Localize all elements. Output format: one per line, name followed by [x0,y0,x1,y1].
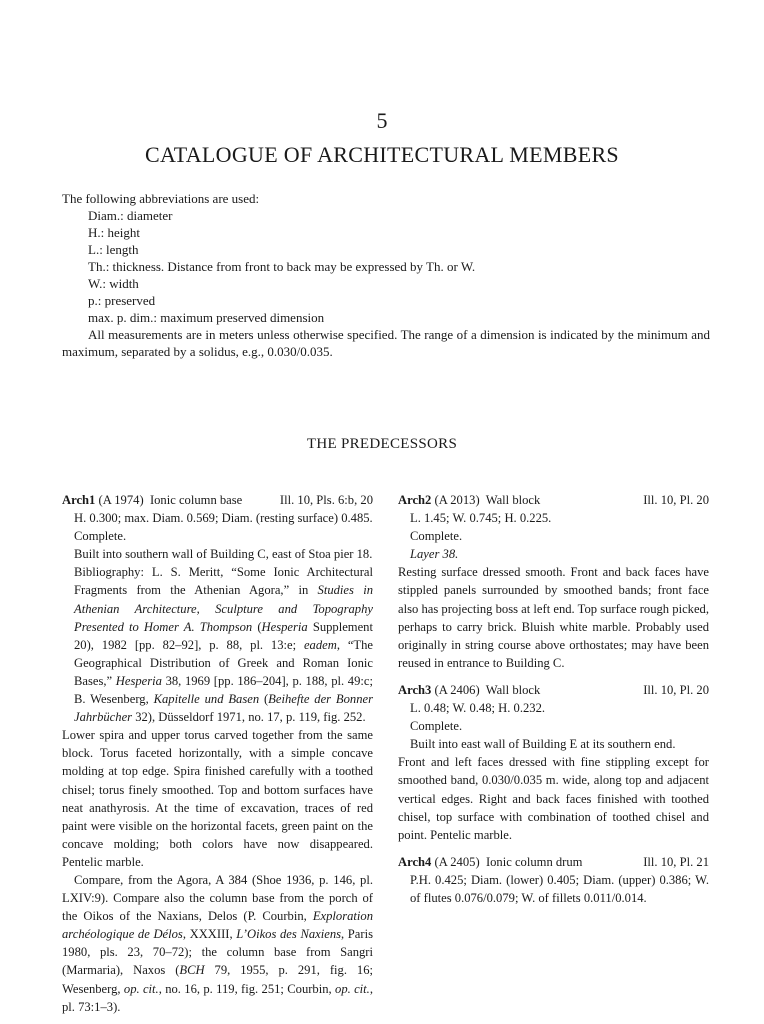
arch3-inventory: (A 2406) [434,682,480,697]
arch2-id: Arch2 [398,493,432,507]
arch1-type: Ionic column base [149,493,243,507]
abbreviation-item: Th.: thickness. Distance from front to back may be expressed by Th. or W. [88,259,476,274]
arch2-type: Wall block [485,493,541,507]
arch2-heading [398,491,709,509]
measurement-note: All measurements are in meters unless otherwise specified. The range of a dimension is indicated by the minimum and maximum, separated by a solidus, e.g., 0.030/0.035. [62,327,710,359]
arch1-refs: Ill. 10, Pls. 6:b, 20 [279,493,373,507]
arch3-type: Wall block [485,682,541,697]
arch2-state: Complete. [410,529,463,544]
arch4-refs: Ill. 10, Pl. 21 [643,854,709,869]
arch1-comparanda: Compare, from the Agora, A 384 (Shoe 1936, p. 146, pl. LXIV:9). Compare also the column base from the porch of the Oikos of the Naxians, Delos (P. Courbin, Exploration archéologique de Délos, XXXIII, L’Oikos des Naxiens, Paris 1980, pls. 23, 70–72); the column base from Sangri (Marmaria), Naxos (BCH 79, 1955, p. 291, fig. 16; Wesenberg, op. cit., no. 16, p. 119, fig. 251; Courbin, op. cit., pl. 73:1–3). [62,872,373,1014]
arch2-description: Resting surface dressed smooth. Front and back faces have stippled panels surrounded by smoothed bands; front face also has projecting boss at left end. Top surface rough picked, perhaps to carry brick. Bluish white marble. Probably used originally in string course above orthostates; may have been reused in entrance to Building C. [398,565,709,670]
arch3-description: Front and left faces dressed with fine stippling except for smoothed band, 0.030/0.035 m. wide, along top and adjacent vertical edges. Right and back faces finished with toothed chisel, top surface with combination of toothed chisel and point. Pentelic marble. [398,755,709,842]
left-column [62,491,373,1016]
abbreviation-item: W.: width [88,276,139,291]
arch3-dimensions: L. 0.48; W. 0.48; H. 0.232. [410,701,546,716]
arch4-inventory: (A 2405) [434,854,480,869]
arch4-entry [398,853,709,907]
arch1-state: Complete. [74,529,127,544]
arch2-entry [398,491,709,672]
arch3-refs: Ill. 10, Pl. 20 [643,682,709,697]
arch1-bibliography: Bibliography: L. S. Meritt, “Some Ionic Architectural Fragments from the Athenian Agora,” in Studies in Athenian Architecture, Sculpture and Topography Presented to Homer A. Thompson (Hesperia Supplement 20), 1982 [pp. 82–92], p. 88, pl. 13:e; eadem, “The Geographical Distribution of Greek and Roman Ionic Bases,” Hesperia 38, 1969 [pp. 186–204], p. 188, pl. 49:c; B. Wesenberg, Kapitelle und Basen (Beihefte der Bonner Jahrbücher 32), Düsseldorf 1971, no. 17, p. 119, fig. 252. [74,565,374,725]
arch4-heading [398,853,709,871]
abbreviation-item: Diam.: diameter [88,208,173,223]
arch4-id: Arch4 [398,854,432,869]
arch1-findspot: Built into southern wall of Building C, east of Stoa pier 18. [74,547,373,562]
abbreviation-item: max. p. dim.: maximum preserved dimension [88,310,325,325]
arch1-description: Lower spira and upper torus carved together from the same block. Torus faceted horizontally, with a simple concave molding at top edge. Spira finished carefully with a toothed chisel; torus finely smoothed. Top and bottom surfaces have neat anathyrosis. At the time of excavation, traces of red paint were visible on the horizontal facets, green paint on the concave molding; both colors have now disappeared. Pentelic marble. [62,728,373,869]
arch2-refs: Ill. 10, Pl. 20 [643,493,709,507]
arch3-findspot: Built into east wall of Building E at its southern end. [410,737,676,752]
arch3-entry [398,681,709,844]
chapter-number: 5 [376,108,388,133]
arch1-id: Arch1 [62,493,96,507]
arch2-dimensions: L. 1.45; W. 0.745; H. 0.225. [410,511,552,526]
chapter-title: CATALOGUE OF ARCHITECTURAL MEMBERS [145,142,619,167]
arch4-type: Ionic column drum [485,854,583,869]
arch1-inventory: (A 1974) [98,493,144,507]
arch3-id: Arch3 [398,682,432,697]
abbreviation-item: H.: height [88,225,140,240]
arch2-layer: Layer 38. [410,547,459,562]
abbreviation-item: L.: length [88,242,139,257]
section-title: THE PREDECESSORS [306,436,458,452]
abbreviations-intro: The following abbreviations are used: [62,191,260,206]
arch3-heading [398,681,709,699]
arch2-inventory: (A 2013) [434,493,480,507]
arch1-heading [62,491,373,509]
abbreviations-block [62,190,710,360]
arch1-dimensions: H. 0.300; max. Diam. 0.569; Diam. (resting surface) 0.485. [74,511,373,526]
right-column [398,491,709,907]
arch3-state: Complete. [410,719,463,734]
arch4-dimensions: P.H. 0.425; Diam. (lower) 0.405; Diam. (upper) 0.386; W. of flutes 0.076/0.079; W. of fillets 0.011/0.014. [410,872,709,905]
abbreviation-item: p.: preserved [88,293,156,308]
